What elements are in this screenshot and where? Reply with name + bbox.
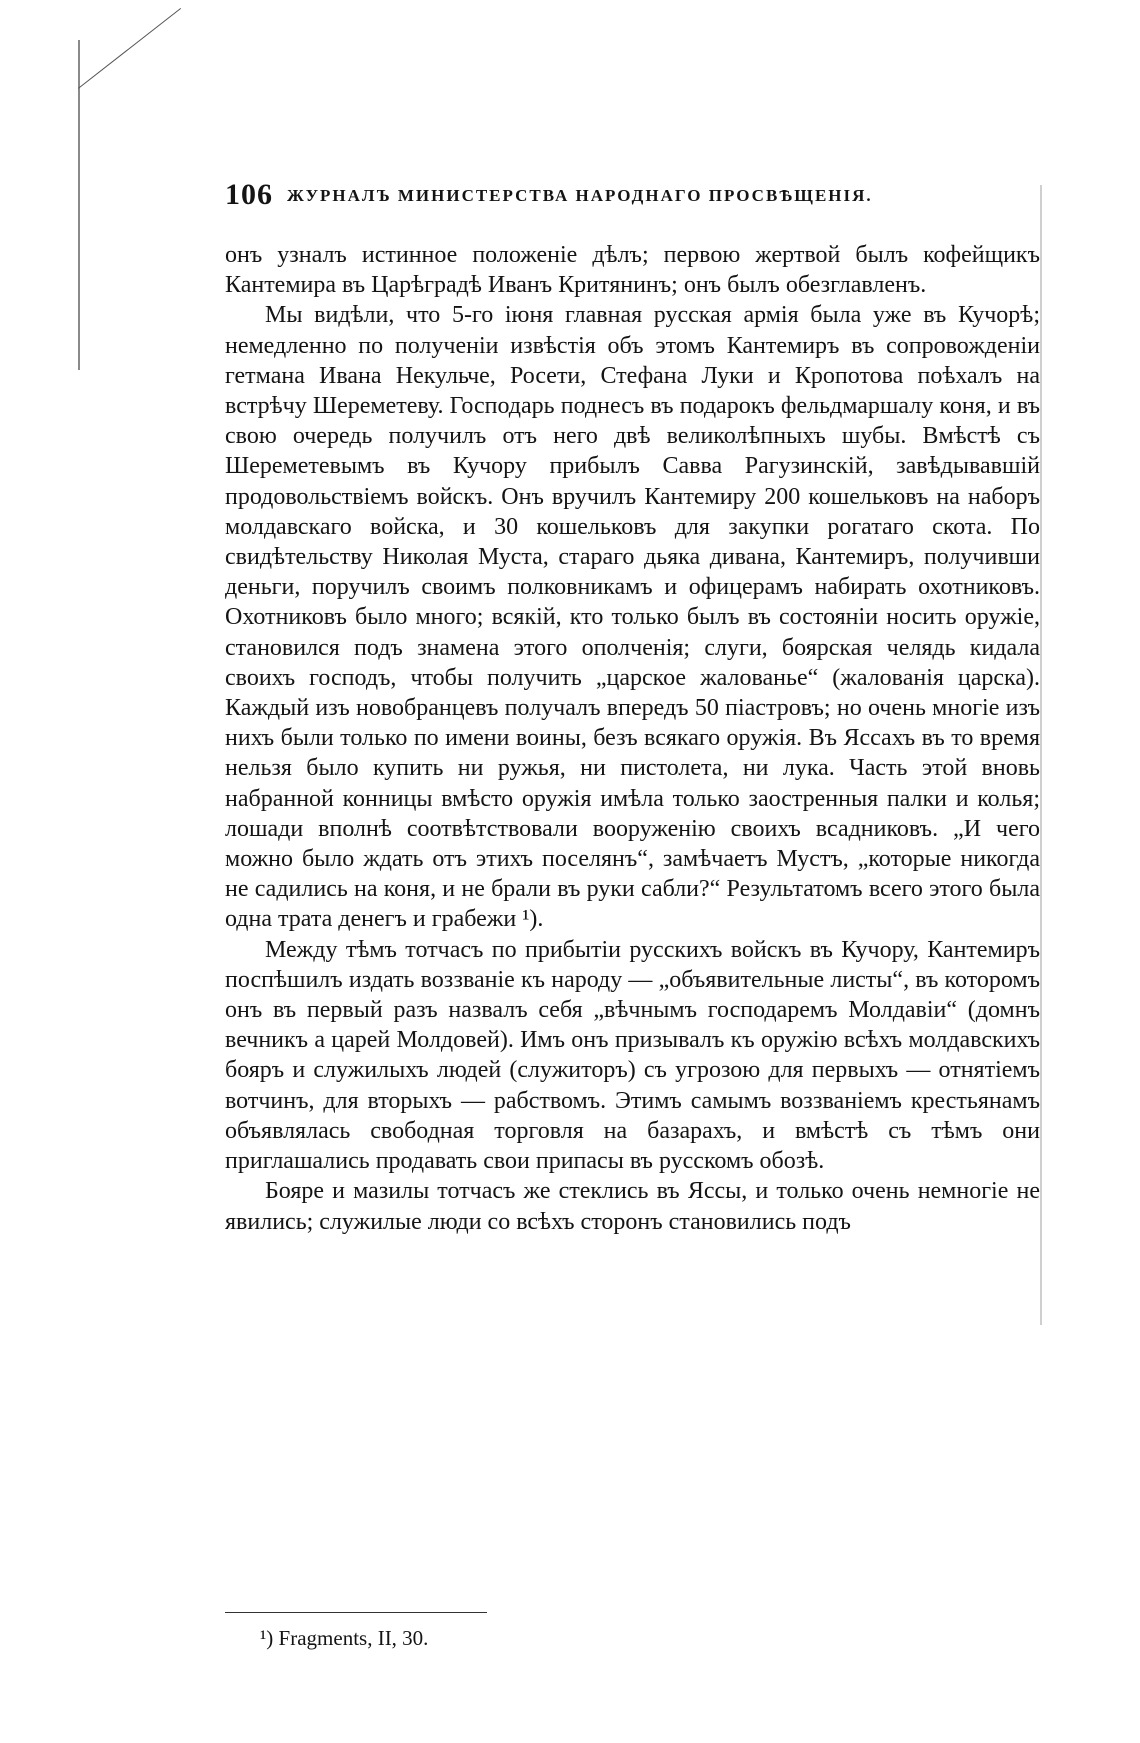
page-header (225, 178, 1040, 218)
paragraph: Мы видѣли, что 5-го іюня главная русская армія была уже въ Кучорѣ; немедленно по полученіи извѣстія объ этомъ Кантемиръ въ сопровожденіи гетмана Ивана Некульче, Росети, Стефана Луки и Кропотова поѣхалъ на встрѣчу Шереметеву. Господарь поднесъ въ подарокъ фельдмаршалу коня, и въ свою очередь получилъ отъ него двѣ великолѣпныхъ шубы. Вмѣстѣ съ Шереметевымъ въ Кучору прибылъ Савва Рагузинскій, завѣдывавшій продовольствіемъ войскъ. Онъ вручилъ Кантемиру 200 кошельковъ на наборъ молдавскаго войска, и 30 кошельковъ для закупки рогатаго скота. По свидѣтельству Николая Муста, стараго дьяка дивана, Кантемиръ, получивши деньги, поручилъ своимъ полковникамъ и офицерамъ набирать охотниковъ. Охотниковъ было много; всякій, кто только былъ въ состояніи носить оружіе, становился подъ знамена этого ополченія; слуги, боярская челядь кидала своихъ господъ, чтобы получить „царское жалованье“ (жалованія царска). Каждый изъ новобранцевъ получалъ впередъ 50 піастровъ; но очень многіе изъ нихъ были только по имени воины, безъ всякаго оружія. Въ Яссахъ въ то время нельзя было купить ни ружья, ни пистолета, ни лука. Часть этой вновь набранной конницы вмѣсто оружія имѣла только заостренныя палки и колья; лошади вполнѣ соотвѣтствовали вооруженію своихъ всадниковъ. „И чего можно было ждать отъ этихъ поселянъ“, замѣчаетъ Мустъ, „которые никогда не садились на коня, и не брали въ руки сабли?“ Результатомъ всего этого была одна трата денегъ и грабежи ¹). (225, 302, 1040, 933)
footnote: ¹) Fragments, II, 30. (260, 1626, 429, 1650)
scan-edge-right (1040, 185, 1042, 1325)
paragraph: Бояре и мазилы тотчасъ же стеклись въ Яссы, и только очень немногіе не явились; служилые люди со всѣхъ сторонъ становились подъ (225, 1178, 1040, 1235)
scan-artifact-line (78, 8, 181, 89)
footnote-divider (225, 1612, 487, 1613)
body-text (225, 240, 1040, 1237)
paragraph-continuation: онъ узналъ истинное положеніе дѣлъ; первою жертвой былъ кофейщикъ Кантемира въ Царѣградѣ Иванъ Критянинъ; онъ былъ обезглавленъ. (225, 242, 1040, 299)
scan-edge-left (78, 40, 80, 370)
running-title: ЖУРНАЛЪ МИНИСТЕРСТВА НАРОДНАГО ПРОСВѢЩЕНІЯ. (287, 186, 873, 205)
paragraph: Между тѣмъ тотчасъ по прибытіи русскихъ войскъ въ Кучору, Кантемиръ поспѣшилъ издать воззваніе къ народу — „объявительные листы“, въ которомъ онъ въ первый разъ назвалъ себя „вѣчнымъ господаремъ Молдавіи“ (домнъ вечникъ а царей Молдовей). Имъ онъ призывалъ къ оружію всѣхъ молдавскихъ бояръ и служилыхъ людей (служиторъ) съ угрозою для первыхъ — отнятіемъ вотчинъ, для вторыхъ — рабствомъ. Этимъ самымъ воззваніемъ крестьянамъ объявлялась свободная торговля на базарахъ, и вмѣстѣ съ тѣмъ они приглашались продавать свои припасы въ русскомъ обозѣ. (225, 936, 1040, 1175)
page-number: 106 (225, 178, 273, 211)
